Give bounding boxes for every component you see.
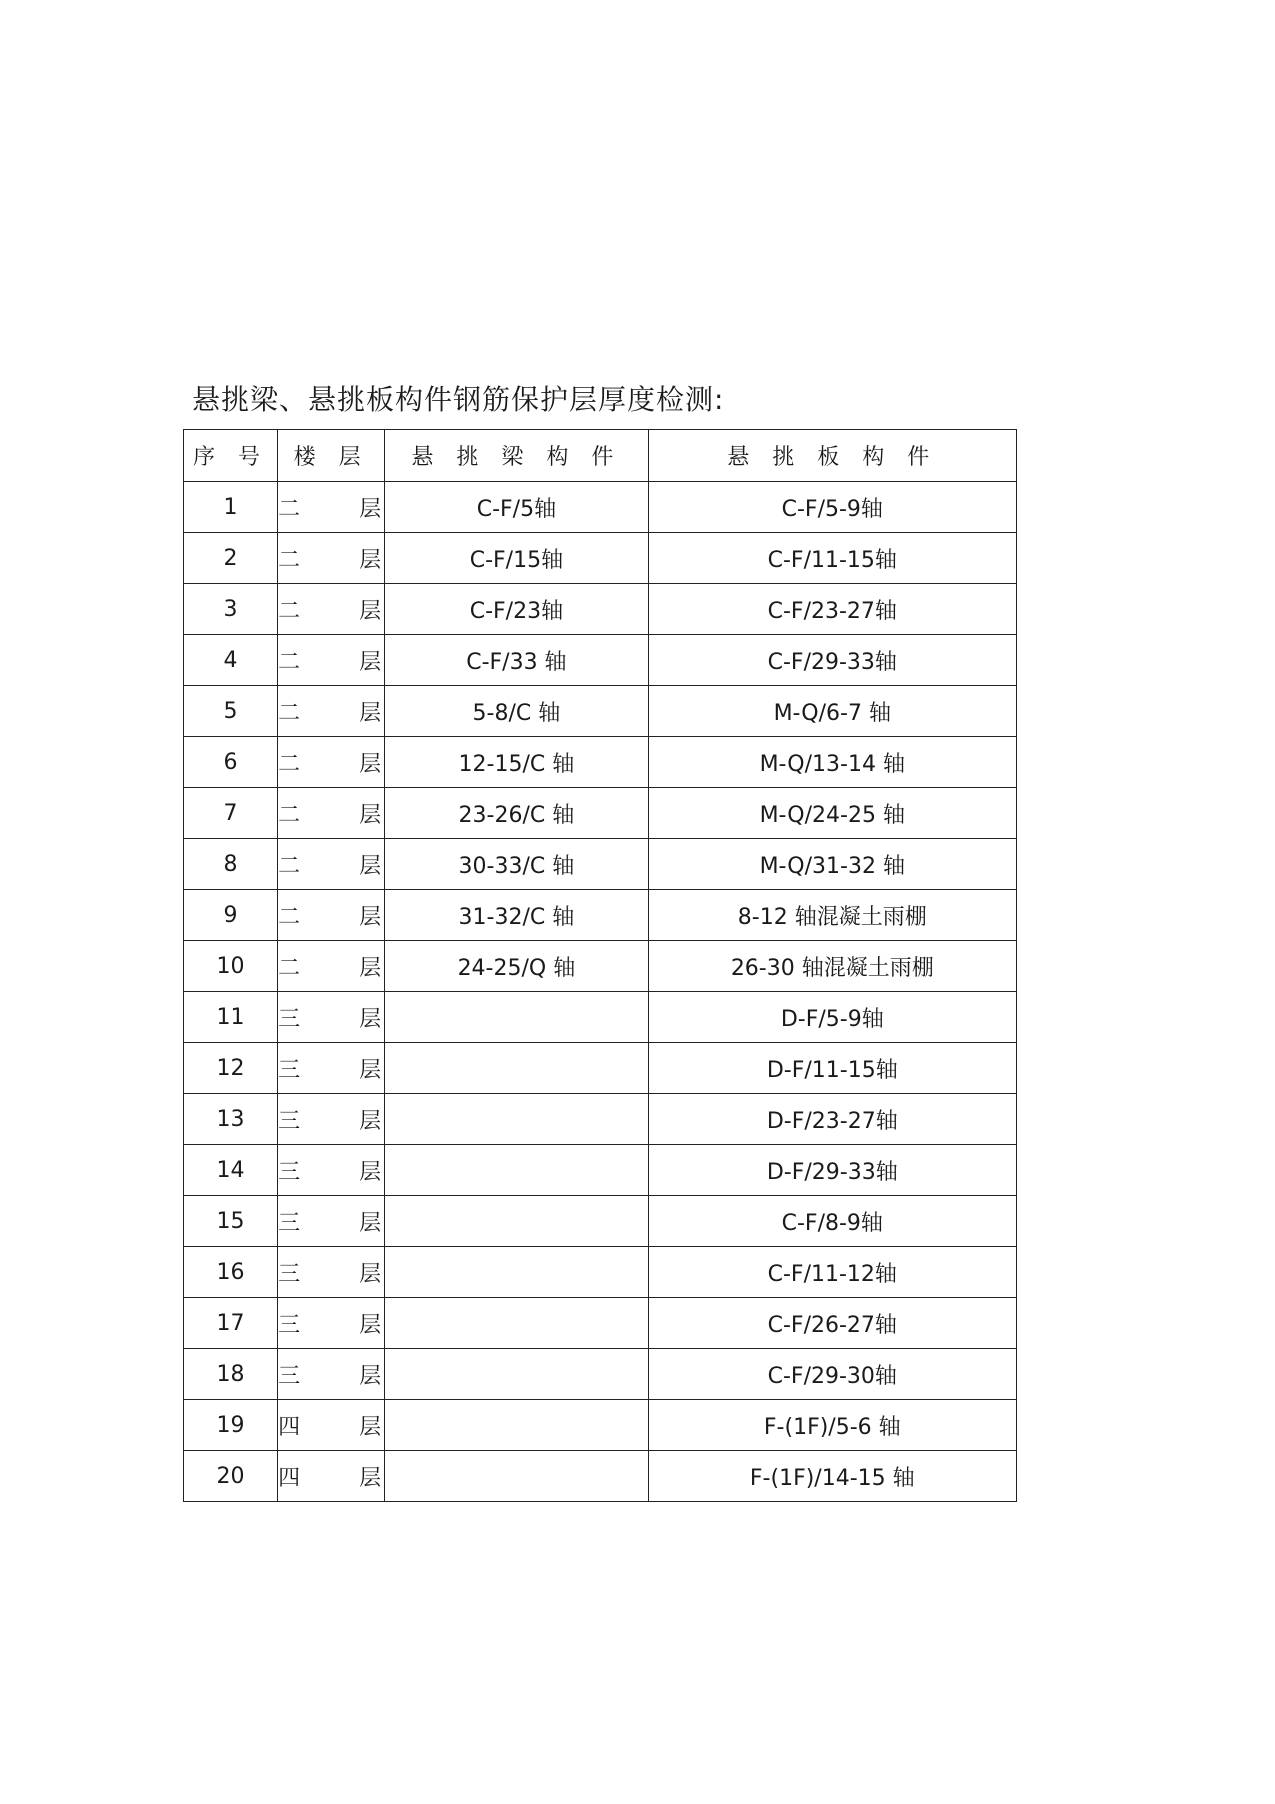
header-beam: 悬 挑 梁 构 件 (385, 430, 648, 482)
row-slab-cell: D-F/11-15轴 (648, 1043, 1016, 1094)
row-slab-cell: 26-30 轴混凝土雨棚 (648, 941, 1016, 992)
row-slab-cell: C-F/5-9轴 (648, 482, 1016, 533)
row-slab-cell: M-Q/31-32 轴 (648, 839, 1016, 890)
row-slab-cell: C-F/29-33轴 (648, 635, 1016, 686)
row-number-cell: 4 (184, 635, 278, 686)
row-number-cell: 2 (184, 533, 278, 584)
row-floor-cell: 三 层 (278, 1349, 385, 1400)
row-floor-cell: 二 层 (278, 788, 385, 839)
row-floor-cell: 二 层 (278, 584, 385, 635)
header-row (184, 430, 1017, 482)
row-slab-cell: D-F/29-33轴 (648, 1145, 1016, 1196)
row-beam-cell: C-F/33 轴 (385, 635, 648, 686)
row-number-cell: 20 (184, 1451, 278, 1502)
row-slab-cell: C-F/11-12轴 (648, 1247, 1016, 1298)
row-beam-cell (385, 1043, 648, 1094)
row-slab-cell: C-F/29-30轴 (648, 1349, 1016, 1400)
row-number-cell: 14 (184, 1145, 278, 1196)
table-row (184, 1043, 1017, 1094)
row-slab-cell: C-F/11-15轴 (648, 533, 1016, 584)
header-slab: 悬 挑 板 构 件 (648, 430, 1016, 482)
row-slab-cell: C-F/26-27轴 (648, 1298, 1016, 1349)
row-floor-cell: 二 层 (278, 482, 385, 533)
row-floor-cell: 三 层 (278, 1043, 385, 1094)
table-row (184, 1400, 1017, 1451)
row-slab-cell: C-F/8-9轴 (648, 1196, 1016, 1247)
table-row (184, 839, 1017, 890)
row-beam-cell (385, 1349, 648, 1400)
row-beam-cell (385, 1196, 648, 1247)
row-slab-cell: F-(1F)/14-15 轴 (648, 1451, 1016, 1502)
row-slab-cell: M-Q/24-25 轴 (648, 788, 1016, 839)
row-floor-cell: 二 层 (278, 941, 385, 992)
table-row (184, 1145, 1017, 1196)
row-floor-cell: 二 层 (278, 533, 385, 584)
row-beam-cell (385, 1094, 648, 1145)
row-beam-cell: 5-8/C 轴 (385, 686, 648, 737)
row-number-cell: 18 (184, 1349, 278, 1400)
table-row (184, 941, 1017, 992)
table-row (184, 1247, 1017, 1298)
table-row (184, 737, 1017, 788)
row-beam-cell: 23-26/C 轴 (385, 788, 648, 839)
row-number-cell: 6 (184, 737, 278, 788)
row-floor-cell: 二 层 (278, 737, 385, 788)
row-beam-cell: 24-25/Q 轴 (385, 941, 648, 992)
row-number-cell: 8 (184, 839, 278, 890)
table-row (184, 1349, 1017, 1400)
row-floor-cell: 二 层 (278, 635, 385, 686)
row-number-cell: 11 (184, 992, 278, 1043)
row-floor-cell: 四 层 (278, 1400, 385, 1451)
row-floor-cell: 三 层 (278, 1094, 385, 1145)
row-floor-cell: 二 层 (278, 686, 385, 737)
row-beam-cell: C-F/5轴 (385, 482, 648, 533)
row-beam-cell (385, 1298, 648, 1349)
row-floor-cell: 三 层 (278, 1145, 385, 1196)
row-slab-cell: 8-12 轴混凝土雨棚 (648, 890, 1016, 941)
row-beam-cell (385, 992, 648, 1043)
table-body (184, 482, 1017, 1502)
table-row (184, 533, 1017, 584)
row-number-cell: 3 (184, 584, 278, 635)
row-floor-cell: 三 层 (278, 1196, 385, 1247)
row-number-cell: 13 (184, 1094, 278, 1145)
row-slab-cell: D-F/23-27轴 (648, 1094, 1016, 1145)
inspection-table (183, 429, 1017, 1502)
row-beam-cell: 30-33/C 轴 (385, 839, 648, 890)
row-number-cell: 10 (184, 941, 278, 992)
table-row (184, 635, 1017, 686)
row-number-cell: 5 (184, 686, 278, 737)
header-floor: 楼 层 (278, 430, 385, 482)
row-beam-cell: C-F/23轴 (385, 584, 648, 635)
row-floor-cell: 三 层 (278, 1247, 385, 1298)
table-row (184, 1451, 1017, 1502)
row-number-cell: 9 (184, 890, 278, 941)
table-header (184, 430, 1017, 482)
table-row (184, 1094, 1017, 1145)
table-row (184, 1196, 1017, 1247)
row-floor-cell: 三 层 (278, 1298, 385, 1349)
table-row (184, 482, 1017, 533)
row-floor-cell: 四 层 (278, 1451, 385, 1502)
table-row (184, 890, 1017, 941)
table-row (184, 584, 1017, 635)
row-floor-cell: 二 层 (278, 890, 385, 941)
row-number-cell: 1 (184, 482, 278, 533)
row-number-cell: 17 (184, 1298, 278, 1349)
row-number-cell: 12 (184, 1043, 278, 1094)
row-beam-cell (385, 1145, 648, 1196)
row-slab-cell: C-F/23-27轴 (648, 584, 1016, 635)
table-row (184, 686, 1017, 737)
row-beam-cell (385, 1247, 648, 1298)
header-no: 序 号 (184, 430, 278, 482)
row-slab-cell: M-Q/6-7 轴 (648, 686, 1016, 737)
row-beam-cell (385, 1400, 648, 1451)
row-number-cell: 7 (184, 788, 278, 839)
row-slab-cell: F-(1F)/5-6 轴 (648, 1400, 1016, 1451)
row-floor-cell: 二 层 (278, 839, 385, 890)
row-number-cell: 19 (184, 1400, 278, 1451)
row-beam-cell: C-F/15轴 (385, 533, 648, 584)
row-beam-cell: 12-15/C 轴 (385, 737, 648, 788)
table-row (184, 992, 1017, 1043)
row-number-cell: 16 (184, 1247, 278, 1298)
row-number-cell: 15 (184, 1196, 278, 1247)
table-row (184, 788, 1017, 839)
row-beam-cell: 31-32/C 轴 (385, 890, 648, 941)
row-floor-cell: 三 层 (278, 992, 385, 1043)
table-row (184, 1298, 1017, 1349)
row-slab-cell: M-Q/13-14 轴 (648, 737, 1016, 788)
document-title: 悬挑梁、悬挑板构件钢筋保护层厚度检测: (192, 383, 725, 416)
row-slab-cell: D-F/5-9轴 (648, 992, 1016, 1043)
row-beam-cell (385, 1451, 648, 1502)
